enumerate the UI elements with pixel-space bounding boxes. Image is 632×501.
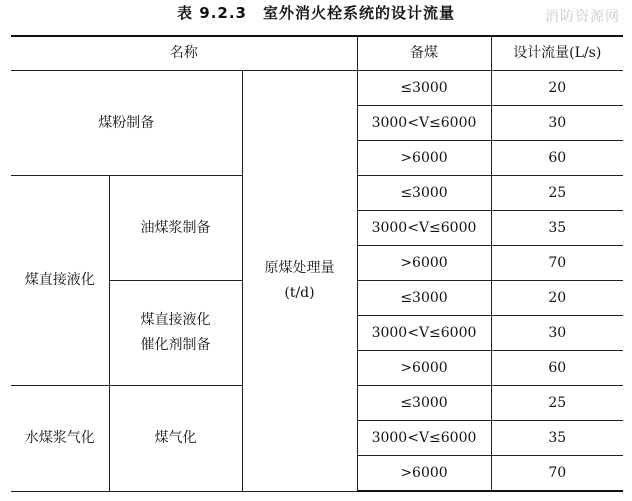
flow-cell: 70 bbox=[491, 246, 623, 281]
header-coal: 备煤 bbox=[357, 36, 491, 71]
range-cell: ≤3000 bbox=[357, 281, 491, 316]
category-cell: 煤粉制备 bbox=[11, 71, 242, 176]
range-cell: >6000 bbox=[357, 246, 491, 281]
flow-cell: 70 bbox=[491, 456, 623, 492]
range-cell: ≤3000 bbox=[357, 71, 491, 106]
flow-cell: 60 bbox=[491, 141, 623, 176]
coal-quantity-cell bbox=[242, 71, 357, 492]
flow-cell: 35 bbox=[491, 421, 623, 456]
coal-quantity-unit: (t/d) bbox=[284, 284, 315, 301]
table-title: 表 9.2.3 室外消火栓系统的设计流量 bbox=[177, 4, 455, 22]
range-cell: >6000 bbox=[357, 456, 491, 492]
category-cell: 水煤浆气化 bbox=[11, 386, 109, 492]
range-cell: ≤3000 bbox=[357, 176, 491, 211]
flow-cell: 25 bbox=[491, 386, 623, 421]
range-cell: 3000<V≤6000 bbox=[357, 421, 491, 456]
table-row bbox=[11, 71, 623, 106]
subcategory-line: 催化剂制备 bbox=[140, 337, 211, 353]
range-cell: 3000<V≤6000 bbox=[357, 106, 491, 141]
flow-cell: 20 bbox=[491, 71, 623, 106]
subcategory-cell: 油煤浆制备 bbox=[109, 176, 242, 281]
flow-cell: 20 bbox=[491, 281, 623, 316]
flow-cell: 60 bbox=[491, 351, 623, 386]
flow-cell: 30 bbox=[491, 316, 623, 351]
header-name: 名称 bbox=[11, 36, 357, 71]
subcategory-cell bbox=[109, 281, 242, 386]
range-cell: >6000 bbox=[357, 141, 491, 176]
range-cell: 3000<V≤6000 bbox=[357, 211, 491, 246]
coal-quantity-label: 原煤处理量 bbox=[264, 259, 335, 276]
flow-cell: 35 bbox=[491, 211, 623, 246]
header-flow: 设计流量(L/s) bbox=[491, 36, 623, 71]
subcategory-line: 煤直接液化 bbox=[140, 312, 211, 329]
range-cell: >6000 bbox=[357, 351, 491, 386]
range-cell: ≤3000 bbox=[357, 386, 491, 421]
table-header-row bbox=[11, 36, 623, 71]
subcategory-cell: 煤气化 bbox=[109, 386, 242, 492]
flow-table bbox=[11, 35, 623, 492]
range-cell: 3000<V≤6000 bbox=[357, 316, 491, 351]
flow-cell: 30 bbox=[491, 106, 623, 141]
flow-cell: 25 bbox=[491, 176, 623, 211]
watermark: 消防资源网 bbox=[545, 9, 620, 25]
category-cell: 煤直接液化 bbox=[11, 176, 109, 386]
